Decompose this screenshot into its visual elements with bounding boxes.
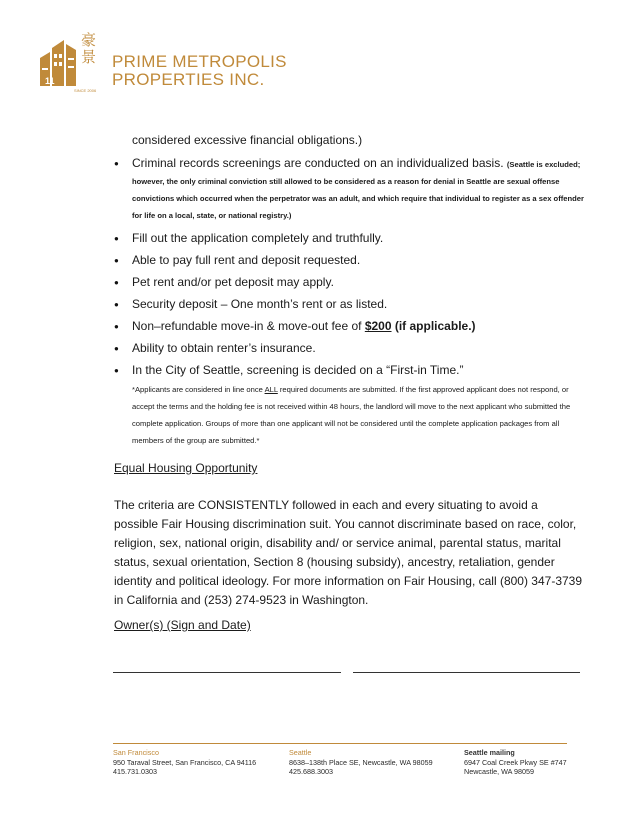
list-item-first-in-time: ● In the City of Seattle, screening is decided on a “First-in Time.” *Applicants are considered in line once ALL required documents are submitted. If the first approved applicant does not respond, or accept the terms and the holding fee is not received within 48 hours, the landlord will move to the next applicant who submitted the complete application. Groups of more than one applicant will not be considered until the complete application packages from all members of the group are submitted.* — [114, 363, 584, 449]
list-item-move-fee: ● Non–refundable move-in & move-out fee of $200 (if applicable.) — [114, 319, 584, 334]
footer-seattle-mailing: Seattle mailing 6947 Coal Creek Pkwy SE #747 Newcastle, WA 98059 — [464, 748, 567, 776]
criteria-list — [114, 156, 584, 449]
list-item-rent-deposit: ● Able to pay full rent and deposit requested. — [114, 253, 584, 268]
logo-since-text: SINCE 2006 — [74, 88, 97, 93]
company-name-line1: PRIME METROPOLIS — [112, 52, 287, 71]
footer-san-francisco: San Francisco 950 Taraval Street, San Francisco, CA 94116 415.731.0303 — [113, 748, 257, 776]
fee-amount: $200 — [364, 319, 392, 333]
company-name-line2: PROPERTIES INC. — [112, 70, 265, 89]
logo-number: 11 — [45, 76, 55, 86]
equal-housing-heading: Equal Housing Opportunity — [114, 461, 258, 475]
document-body — [114, 133, 584, 633]
list-item-criminal-screening: ● Criminal records screenings are conducted on an individualized basis. (Seattle is excluded; however, the only criminal conviction still allowed to be considered as a reason for denial in Seattle are sexual offense convictions which occurred when the perpetrator was an adult, and which require that individual to register as a sex offender for life on a local, state, or national registry.) — [114, 156, 584, 224]
list-item-pet-rent: ● Pet rent and/or pet deposit may apply. — [114, 275, 584, 290]
list-item-renters-insurance: ● Ability to obtain renter’s insurance. — [114, 341, 584, 356]
seattle-exclusion-note: (Seattle is excluded; however, the only criminal conviction still allowed to be considered as a reason for denial in Seattle are sexual offense convictions which occurred when the perpetrator was an adult, and which require that individual to register as a sex offender for life on a local, state, or national registry.) — [132, 160, 584, 220]
logo-chinese-text: 豪景 — [81, 31, 97, 66]
footer-divider — [113, 743, 567, 744]
footer-seattle: Seattle 8638–138th Place SE, Newcastle, WA 98059 425.688.3003 — [289, 748, 433, 776]
owner-signature-line-1[interactable] — [113, 672, 341, 673]
equal-housing-paragraph: The criteria are CONSISTENTLY followed in each and every situating to avoid a possible Fair Housing discrimination suit. You cannot discriminate based on race, color, religion, sex, national origin, disability and/ or service animal, parental status, marital status, sexual orientation, Section 8 (housing subsidy), ancestry, retaliation, gender identity and political ideology. For more information on Fair Housing, call (800) 347-3739 in California and (253) 274-9523 in Washington. — [114, 498, 583, 607]
owner-signature-heading: Owner(s) (Sign and Date) — [114, 618, 251, 632]
owner-signature-line-2[interactable] — [353, 672, 580, 673]
list-item-security-deposit: ● Security deposit – One month’s rent or as listed. — [114, 297, 584, 312]
first-in-time-note: *Applicants are considered in line once ALL required documents are submitted. If the first approved applicant does not respond, or accept the terms and the holding fee is not received within 48 hours, the landlord will move to the next applicant who submitted the complete application. Groups of more than one applicant will not be considered until the complete application packages from all members of the group are submitted.* — [132, 385, 571, 445]
company-name — [112, 53, 287, 89]
list-item-application: ● Fill out the application completely and truthfully. — [114, 231, 584, 246]
continuation-text: considered excessive financial obligations.) — [132, 133, 363, 147]
